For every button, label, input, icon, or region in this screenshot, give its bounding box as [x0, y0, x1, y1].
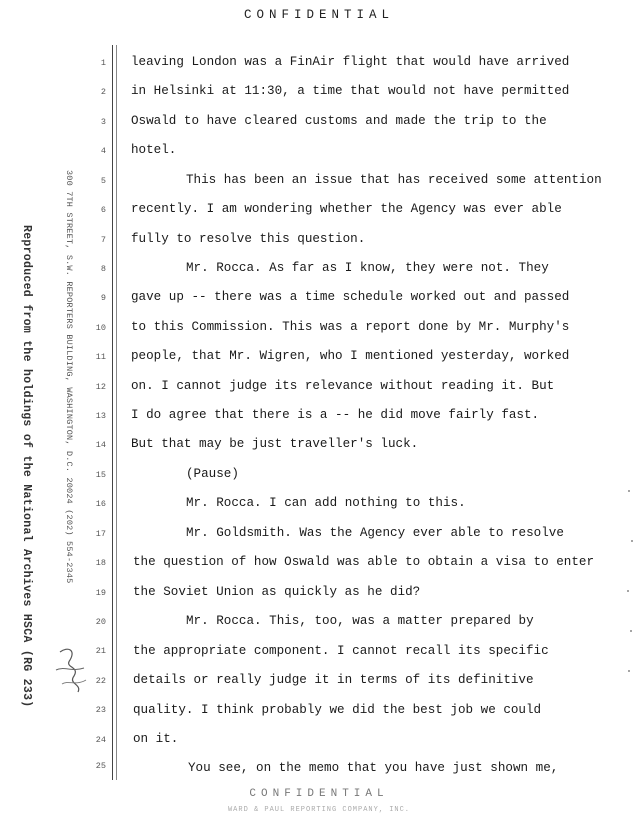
transcript-line-25: You see, on the memo that you have just shown me,	[188, 761, 559, 775]
transcript-line-22: details or really judge it in terms of its definitive	[133, 673, 534, 687]
transcript-line-17: Mr. Goldsmith. Was the Agency ever able to resolve	[186, 526, 564, 540]
line-number: 23	[95, 705, 106, 715]
archive-reproduction-note: Reproduced from the holdings of the National Archives HSCA (RG 233)	[20, 225, 33, 708]
line-number: 24	[95, 735, 106, 745]
transcript-line-1: leaving London was a FinAir flight that would have arrived	[131, 55, 570, 69]
line-number: 3	[100, 117, 106, 127]
transcript-line-8: Mr. Rocca. As far as I know, they were not. They	[186, 261, 549, 275]
margin-rule	[112, 45, 113, 780]
margin-rule-inner	[116, 45, 117, 780]
transcript-line-16: Mr. Rocca. I can add nothing to this.	[186, 496, 466, 510]
line-number: 7	[100, 235, 106, 245]
line-number: 13	[95, 411, 106, 421]
line-number: 6	[100, 205, 106, 215]
line-number: 21	[95, 646, 106, 656]
line-number: 14	[95, 440, 106, 450]
line-number: 12	[95, 382, 106, 392]
line-number: 2	[100, 87, 106, 97]
transcript-line-10: to this Commission. This was a report done by Mr. Murphy's	[131, 320, 570, 334]
header-classification: CONFIDENTIAL	[243, 8, 394, 22]
transcript-line-13: I do agree that there is a -- he did move fairly fast.	[131, 408, 540, 422]
transcript-line-7: fully to resolve this question.	[131, 232, 366, 246]
footer-classification: CONFIDENTIAL	[249, 788, 389, 800]
transcript-line-23: quality. I think probably we did the best job we could	[133, 703, 542, 717]
line-number: 9	[100, 293, 106, 303]
reporter-address-note: 300 7TH STREET, S.W. REPORTERS BUILDING, WASHINGTON, D.C. 20024 (202) 554-2345	[64, 170, 74, 584]
transcript-line-18: the question of how Oswald was able to obtain a visa to enter	[133, 555, 595, 569]
line-number: 22	[95, 676, 106, 686]
transcript-line-2: in Helsinki at 11:30, a time that would not have permitted	[131, 84, 570, 98]
line-number: 16	[95, 499, 106, 509]
transcript-line-14: But that may be just traveller's luck.	[131, 437, 419, 451]
transcript-line-19: the Soviet Union as quickly as he did?	[133, 585, 421, 599]
line-number: 10	[95, 323, 106, 333]
handwritten-initials	[50, 640, 95, 700]
transcript-line-12: on. I cannot judge its relevance without reading it. But	[131, 379, 555, 393]
transcript-line-5: This has been an issue that has received some attention	[186, 173, 602, 187]
reporter-company-line: WARD & PAUL REPORTING COMPANY, INC.	[227, 806, 411, 814]
transcript-line-3: Oswald to have cleared customs and made the trip to the	[131, 114, 547, 128]
scan-specks	[626, 480, 636, 680]
transcript-line-24: on it.	[133, 732, 179, 746]
line-number: 17	[95, 529, 106, 539]
transcript-line-4: hotel.	[131, 143, 177, 157]
line-number: 18	[95, 558, 106, 568]
line-number: 20	[95, 617, 106, 627]
line-number: 25	[95, 761, 106, 771]
line-number: 11	[95, 352, 106, 362]
line-number: 15	[95, 470, 106, 480]
transcript-line-6: recently. I am wondering whether the Agency was ever able	[131, 202, 562, 216]
line-number: 8	[100, 264, 106, 274]
transcript-line-21: the appropriate component. I cannot recall its specific	[133, 644, 549, 658]
line-number: 4	[100, 146, 106, 156]
line-number: 1	[100, 58, 106, 68]
transcript-line-20: Mr. Rocca. This, too, was a matter prepared by	[186, 614, 534, 628]
transcript-line-11: people, that Mr. Wigren, who I mentioned yesterday, worked	[131, 349, 570, 363]
line-number: 19	[95, 588, 106, 598]
line-number: 5	[100, 176, 106, 186]
transcript-line-9: gave up -- there was a time schedule worked out and passed	[131, 290, 570, 304]
transcript-line-15: (Pause)	[186, 467, 239, 481]
